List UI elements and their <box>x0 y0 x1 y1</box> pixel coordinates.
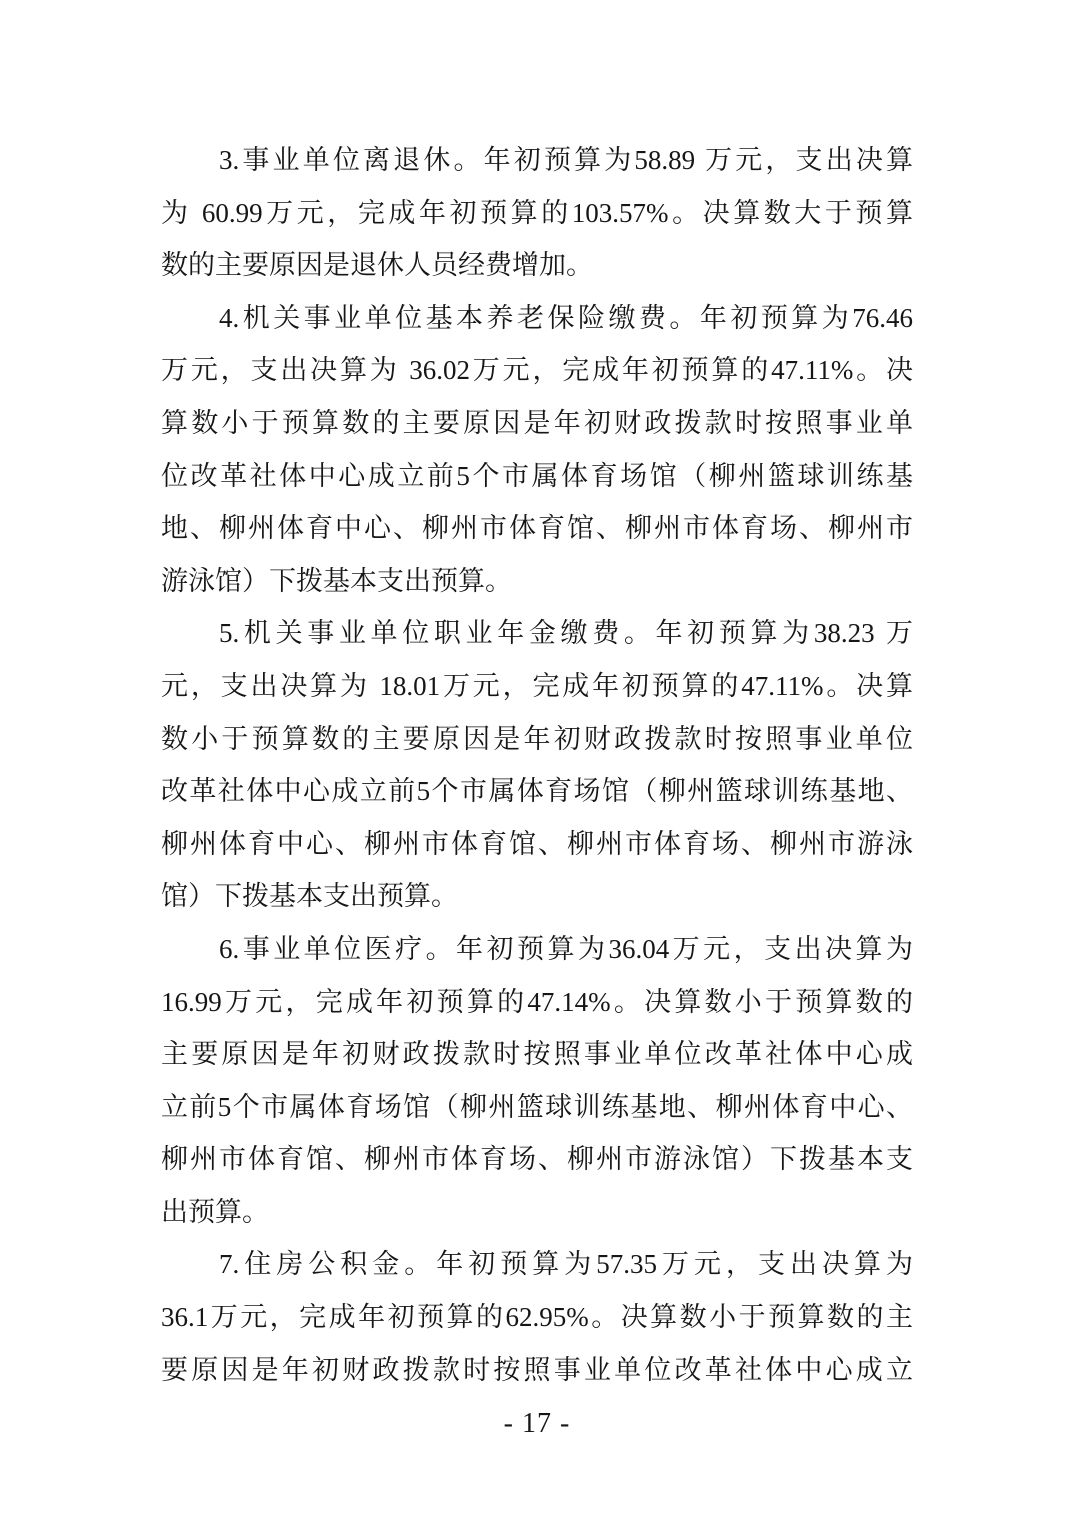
text-line: 算数小于预算数的主要原因是年初财政拨款时按照事业单 <box>161 407 913 438</box>
text-line: 游泳馆）下拨基本支出预算。 <box>161 565 512 596</box>
text-line: 16.99万元，完成年初预算的47.14%。决算数小于预算数的 <box>161 986 913 1017</box>
text-line: 改革社体中心成立前5个市属体育场馆（柳州篮球训练基地、 <box>161 776 913 807</box>
paragraph-6-medical <box>161 923 913 1239</box>
text-line: 立前5个市属体育场馆（柳州篮球训练基地、柳州体育中心、 <box>161 1091 913 1122</box>
text-line: 柳州体育中心、柳州市体育馆、柳州市体育场、柳州市游泳 <box>161 828 913 859</box>
paragraph-3-retirement <box>161 134 913 292</box>
text-line: 馆）下拨基本支出预算。 <box>161 881 458 912</box>
text-line: 为 60.99万元，完成年初预算的103.57%。决算数大于预算 <box>161 197 913 228</box>
text-line: 6.事业单位医疗。年初预算为36.04万元，支出决算为 <box>219 933 913 964</box>
text-line: 元，支出决算为 18.01万元，完成年初预算的47.11%。决算 <box>161 670 913 701</box>
text-line: 位改革社体中心成立前5个市属体育场馆（柳州篮球训练基 <box>161 460 913 491</box>
document-body <box>161 134 913 1396</box>
text-line: 主要原因是年初财政拨款时按照事业单位改革社体中心成 <box>161 1039 913 1070</box>
text-line: 7.住房公积金。年初预算为57.35万元，支出决算为 <box>219 1249 913 1280</box>
text-line: 数的主要原因是退休人员经费增加。 <box>161 250 593 281</box>
text-line: 地、柳州体育中心、柳州市体育馆、柳州市体育场、柳州市 <box>161 513 913 544</box>
paragraph-5-occupational-annuity <box>161 607 913 923</box>
paragraph-4-basic-pension <box>161 292 913 608</box>
paragraph-7-housing-fund <box>161 1238 913 1396</box>
text-line: 要原因是年初财政拨款时按照事业单位改革社体中心成立 <box>161 1354 913 1385</box>
text-line: 万元，支出决算为 36.02万元，完成年初预算的47.11%。决 <box>161 355 913 386</box>
text-line: 柳州市体育馆、柳州市体育场、柳州市游泳馆）下拨基本支 <box>161 1144 913 1175</box>
text-line: 数小于预算数的主要原因是年初财政拨款时按照事业单位 <box>161 723 913 754</box>
page-footer <box>0 1408 1074 1440</box>
text-line: 5.机关事业单位职业年金缴费。年初预算为38.23 万 <box>219 618 913 649</box>
text-line: 3.事业单位离退休。年初预算为58.89 万元，支出决算 <box>219 145 913 175</box>
page-number: - 17 - <box>503 1408 571 1439</box>
text-line: 36.1万元，完成年初预算的62.95%。决算数小于预算数的主 <box>161 1302 913 1333</box>
text-line: 4.机关事业单位基本养老保险缴费。年初预算为76.46 <box>219 302 913 333</box>
text-line: 出预算。 <box>161 1196 269 1227</box>
